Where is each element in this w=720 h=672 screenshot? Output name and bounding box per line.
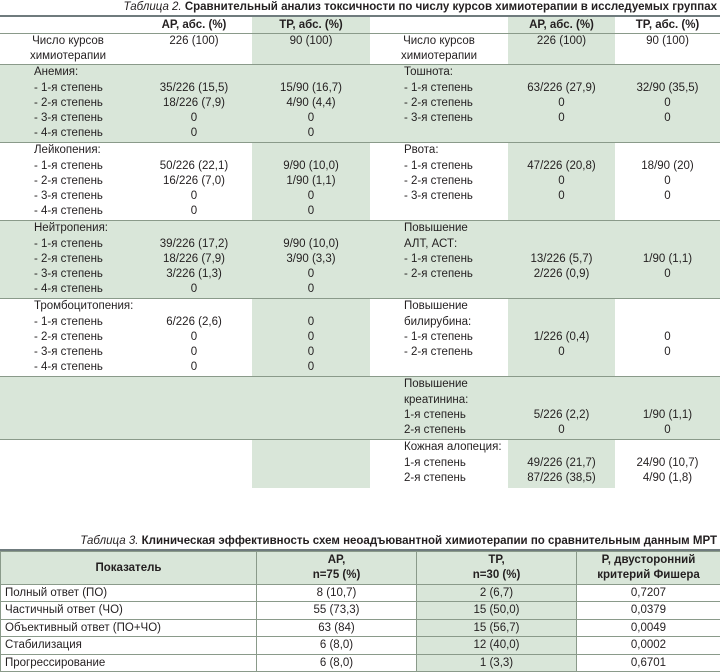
right-ap-cell xyxy=(508,221,615,299)
left-ap-value: 0 xyxy=(136,126,252,141)
right-tp-cell xyxy=(615,299,720,377)
right-tp-cell xyxy=(615,440,720,488)
right-tp-cell xyxy=(615,65,720,143)
p-value-cell: 0,0049 xyxy=(577,619,720,636)
left-ap-value: 0 xyxy=(136,345,252,360)
left-grade-label: - 4-я степень xyxy=(34,204,136,219)
left-ap-cell xyxy=(136,143,252,221)
table2-band xyxy=(0,221,720,299)
left-tp-value: 15/90 (16,7) xyxy=(252,81,370,96)
courses-label-right-line2: химиотерапии xyxy=(370,49,508,64)
left-tp-value: 0 xyxy=(252,315,370,330)
right-ap-cell xyxy=(508,299,615,377)
right-tp-value: 32/90 (35,5) xyxy=(615,81,720,96)
left-ap-value: 0 xyxy=(136,111,252,126)
right-ap-value: 0 xyxy=(508,189,615,204)
table2-header-empty xyxy=(0,17,136,34)
left-ap-value: 39/226 (17,2) xyxy=(136,237,252,252)
left-tp-value: 1/90 (1,1) xyxy=(252,174,370,189)
right-label-cell xyxy=(370,299,508,377)
table3-row xyxy=(1,619,720,636)
left-ap-value: 0 xyxy=(136,189,252,204)
table3-header-ap xyxy=(257,551,417,584)
right-tp-value: 0 xyxy=(615,111,720,126)
left-grade-label: - 2-я степень xyxy=(34,252,136,267)
ap-cell: 6 (8,0) xyxy=(257,654,417,671)
right-ap-value: 13/226 (5,7) xyxy=(508,252,615,267)
table2-band xyxy=(0,440,720,488)
left-tp-cell xyxy=(252,299,370,377)
right-tp-value: 0 xyxy=(615,174,720,189)
left-ap-value: 18/226 (7,9) xyxy=(136,96,252,111)
left-tp-value: 0 xyxy=(252,282,370,297)
table2-courses-row xyxy=(0,34,720,65)
courses-label-line2: химиотерапии xyxy=(0,49,136,64)
right-label-cell xyxy=(370,440,508,488)
right-tp-value: 1/90 (1,1) xyxy=(615,408,720,423)
left-grade-label: - 2-я степень xyxy=(34,330,136,345)
left-tp-value: 0 xyxy=(252,126,370,141)
left-ap-cell xyxy=(136,377,252,440)
right-grade-label: - 3-я степень xyxy=(404,111,508,126)
p-value-cell: 0,0002 xyxy=(577,637,720,654)
p-value-cell: 0,6701 xyxy=(577,654,720,671)
indicator-cell: Полный ответ (ПО) xyxy=(1,584,257,601)
left-block-title: Лейкопения: xyxy=(34,143,136,158)
left-ap-cell xyxy=(136,440,252,488)
right-grade-label: 2-я степень xyxy=(404,471,508,486)
left-label-cell xyxy=(0,143,136,221)
right-grade-label: - 1-я степень xyxy=(404,252,508,267)
right-grade-label: 1-я степень xyxy=(404,408,508,423)
left-tp-value: 0 xyxy=(252,267,370,282)
right-block-title: Повышение xyxy=(404,221,508,236)
right-ap-value: 47/226 (20,8) xyxy=(508,159,615,174)
right-tp-value: 0 xyxy=(615,423,720,438)
left-tp-value: 0 xyxy=(252,189,370,204)
table3-header-ap-line1: АР, xyxy=(257,553,416,568)
table3-header-p xyxy=(577,551,720,584)
courses-tp: 90 (100) xyxy=(252,34,370,65)
left-block-title: Тромбоцитопения: xyxy=(34,299,136,314)
left-label-cell xyxy=(0,221,136,299)
right-grade-label: - 1-я степень xyxy=(404,330,508,345)
right-ap-value: 1/226 (0,4) xyxy=(508,330,615,345)
left-grade-label: - 3-я степень xyxy=(34,111,136,126)
table3-row xyxy=(1,584,720,601)
table3-caption xyxy=(0,534,720,549)
right-ap-value: 0 xyxy=(508,423,615,438)
table3-header-tp-line2: n=30 (%) xyxy=(417,568,576,583)
left-ap-value: 6/226 (2,6) xyxy=(136,315,252,330)
table3-caption-label: Таблица 3. xyxy=(80,535,138,547)
left-grade-label: - 1-я степень xyxy=(34,81,136,96)
right-grade-label: - 1-я степень xyxy=(404,159,508,174)
table3-header-p-line2: критерий Фишера xyxy=(577,568,720,583)
left-tp-value: 3/90 (3,3) xyxy=(252,252,370,267)
right-ap-value: 5/226 (2,2) xyxy=(508,408,615,423)
courses-ap: 226 (100) xyxy=(136,34,252,65)
table2-band xyxy=(0,377,720,440)
left-block-title: Анемия: xyxy=(34,65,136,80)
right-ap-cell xyxy=(508,377,615,440)
right-tp-value: 0 xyxy=(615,189,720,204)
table2-header-tp-right: ТР, абс. (%) xyxy=(615,17,720,34)
right-block-title: Кожная алопеция: xyxy=(404,440,508,455)
left-tp-cell xyxy=(252,377,370,440)
left-grade-label: - 2-я степень xyxy=(34,96,136,111)
left-grade-label: - 3-я степень xyxy=(34,345,136,360)
right-ap-value: 87/226 (38,5) xyxy=(508,471,615,486)
left-grade-label: - 1-я степень xyxy=(34,315,136,330)
left-ap-cell xyxy=(136,221,252,299)
right-ap-value: 63/226 (27,9) xyxy=(508,81,615,96)
left-tp-value: 9/90 (10,0) xyxy=(252,159,370,174)
indicator-cell: Стабилизация xyxy=(1,637,257,654)
right-block-title: АЛТ, АСТ: xyxy=(404,237,508,252)
right-block-title: Повышение xyxy=(404,377,508,392)
spacer xyxy=(0,488,720,534)
table3-row xyxy=(1,602,720,619)
tp-cell: 1 (3,3) xyxy=(417,654,577,671)
left-grade-label: - 2-я степень xyxy=(34,174,136,189)
tp-cell: 15 (56,7) xyxy=(417,619,577,636)
left-ap-value: 0 xyxy=(136,330,252,345)
indicator-cell: Частичный ответ (ЧО) xyxy=(1,602,257,619)
table3-row xyxy=(1,654,720,671)
courses-tp-right: 90 (100) xyxy=(615,34,720,65)
table2-header-tp: ТР, абс. (%) xyxy=(252,17,370,34)
table3-header-tp xyxy=(417,551,577,584)
right-block-title: Тошнота: xyxy=(404,65,508,80)
right-label-cell xyxy=(370,377,508,440)
left-ap-value: 0 xyxy=(136,204,252,219)
right-ap-cell xyxy=(508,440,615,488)
right-tp-value: 0 xyxy=(615,330,720,345)
table2-band xyxy=(0,143,720,221)
ap-cell: 55 (73,3) xyxy=(257,602,417,619)
right-tp-cell xyxy=(615,143,720,221)
left-tp-value: 0 xyxy=(252,204,370,219)
ap-cell: 63 (84) xyxy=(257,619,417,636)
right-tp-value: 4/90 (1,8) xyxy=(615,471,720,486)
left-grade-label: - 3-я степень xyxy=(34,189,136,204)
right-grade-label: 1-я степень xyxy=(404,456,508,471)
table2-header-empty-right xyxy=(370,17,508,34)
right-tp-value: 0 xyxy=(615,267,720,282)
table2-header-ap-right: АР, абс. (%) xyxy=(508,17,615,34)
left-tp-value: 9/90 (10,0) xyxy=(252,237,370,252)
left-grade-label: - 4-я степень xyxy=(34,282,136,297)
left-grade-label: - 4-я степень xyxy=(34,360,136,375)
table3-row xyxy=(1,637,720,654)
table3-header-indicator: Показатель xyxy=(1,551,257,584)
left-ap-cell xyxy=(136,65,252,143)
indicator-cell: Прогрессирование xyxy=(1,654,257,671)
right-ap-value: 0 xyxy=(508,174,615,189)
table2-header-ap: АР, абс. (%) xyxy=(136,17,252,34)
right-ap-value: 0 xyxy=(508,96,615,111)
right-grade-label: 2-я степень xyxy=(404,423,508,438)
courses-ap-right: 226 (100) xyxy=(508,34,615,65)
p-value-cell: 0,0379 xyxy=(577,602,720,619)
left-label-cell xyxy=(0,440,136,488)
table2-band xyxy=(0,299,720,377)
ap-cell: 8 (10,7) xyxy=(257,584,417,601)
courses-label-line1: Число курсов xyxy=(0,34,136,49)
left-tp-cell xyxy=(252,143,370,221)
p-value-cell: 0,7207 xyxy=(577,584,720,601)
left-grade-label: - 3-я степень xyxy=(34,267,136,282)
left-tp-value: 0 xyxy=(252,330,370,345)
tp-cell: 15 (50,0) xyxy=(417,602,577,619)
left-label-cell xyxy=(0,65,136,143)
right-block-title: билирубина: xyxy=(404,315,508,330)
efficacy-table xyxy=(0,551,720,672)
right-grade-label: - 2-я степень xyxy=(404,345,508,360)
table3-caption-text: Клиническая эффективность схем неоадъювантной химиотерапии по сравнительным данным МРТ xyxy=(142,535,717,547)
left-ap-value: 50/226 (22,1) xyxy=(136,159,252,174)
left-tp-value: 4/90 (4,4) xyxy=(252,96,370,111)
left-tp-cell xyxy=(252,440,370,488)
right-ap-cell xyxy=(508,65,615,143)
right-tp-value: 0 xyxy=(615,96,720,111)
left-label-cell xyxy=(0,377,136,440)
table2-caption xyxy=(0,0,720,15)
table2-header-row xyxy=(0,17,720,34)
left-ap-value: 3/226 (1,3) xyxy=(136,267,252,282)
right-tp-value: 1/90 (1,1) xyxy=(615,252,720,267)
tp-cell: 12 (40,0) xyxy=(417,637,577,654)
courses-label xyxy=(0,34,136,65)
left-ap-value: 0 xyxy=(136,282,252,297)
right-tp-value: 24/90 (10,7) xyxy=(615,456,720,471)
table2-band xyxy=(0,65,720,143)
table2-caption-text: Сравнительный анализ токсичности по числу курсов химиотерапии в исследуемых группах xyxy=(185,1,717,13)
right-block-title: Повышение xyxy=(404,299,508,314)
table2-caption-label: Таблица 2. xyxy=(123,1,181,13)
table3-header-tp-line1: ТР, xyxy=(417,553,576,568)
left-tp-value: 0 xyxy=(252,360,370,375)
left-grade-label: - 1-я степень xyxy=(34,159,136,174)
indicator-cell: Объективный ответ (ПО+ЧО) xyxy=(1,619,257,636)
table3-header-ap-line2: n=75 (%) xyxy=(257,568,416,583)
left-ap-value: 35/226 (15,5) xyxy=(136,81,252,96)
left-label-cell xyxy=(0,299,136,377)
right-ap-value: 0 xyxy=(508,345,615,360)
right-tp-cell xyxy=(615,221,720,299)
ap-cell: 6 (8,0) xyxy=(257,637,417,654)
right-ap-value: 49/226 (21,7) xyxy=(508,456,615,471)
left-grade-label: - 4-я степень xyxy=(34,126,136,141)
toxicity-table xyxy=(0,17,720,488)
right-label-cell xyxy=(370,143,508,221)
right-ap-value: 2/226 (0,9) xyxy=(508,267,615,282)
left-grade-label: - 1-я степень xyxy=(34,237,136,252)
right-ap-value: 0 xyxy=(508,111,615,126)
left-block-title: Нейтропения: xyxy=(34,221,136,236)
left-tp-value: 0 xyxy=(252,345,370,360)
right-tp-cell xyxy=(615,377,720,440)
right-label-cell xyxy=(370,65,508,143)
right-tp-value: 18/90 (20) xyxy=(615,159,720,174)
left-tp-value: 0 xyxy=(252,111,370,126)
left-ap-value: 18/226 (7,9) xyxy=(136,252,252,267)
courses-label-right xyxy=(370,34,508,65)
right-grade-label: - 3-я степень xyxy=(404,189,508,204)
right-grade-label: - 2-я степень xyxy=(404,96,508,111)
right-block-title: креатинина: xyxy=(404,393,508,408)
left-ap-value: 0 xyxy=(136,360,252,375)
right-grade-label: - 2-я степень xyxy=(404,267,508,282)
right-ap-cell xyxy=(508,143,615,221)
right-label-cell xyxy=(370,221,508,299)
left-ap-cell xyxy=(136,299,252,377)
left-tp-cell xyxy=(252,65,370,143)
tp-cell: 2 (6,7) xyxy=(417,584,577,601)
left-ap-value: 16/226 (7,0) xyxy=(136,174,252,189)
right-tp-value: 0 xyxy=(615,345,720,360)
right-grade-label: - 2-я степень xyxy=(404,174,508,189)
table3-header-p-line1: Р, двусторонний xyxy=(577,553,720,568)
courses-label-right-line1: Число курсов xyxy=(370,34,508,49)
table3-header-row xyxy=(1,551,720,584)
left-tp-cell xyxy=(252,221,370,299)
right-grade-label: - 1-я степень xyxy=(404,81,508,96)
right-block-title: Рвота: xyxy=(404,143,508,158)
